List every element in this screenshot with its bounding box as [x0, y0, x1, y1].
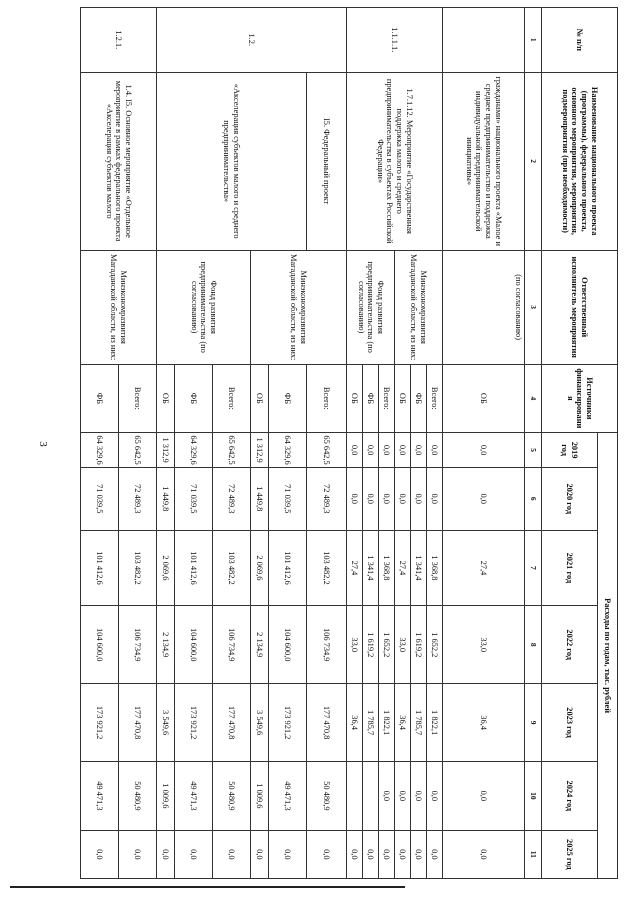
column-number: 1: [525, 8, 542, 73]
value-cell: 27,4: [395, 530, 411, 606]
measure-name-cell: «Акселерация субъектов малого и среднего предпринимательства»: [157, 72, 307, 250]
value-cell: 0,0: [379, 830, 395, 878]
value-cell: 0,0: [347, 830, 363, 878]
value-cell: 0,0: [411, 433, 427, 468]
header-year: 2024 год: [542, 762, 598, 831]
value-cell: 1 449,8: [251, 468, 269, 531]
value-cell: 1 822,1: [427, 684, 443, 762]
value-cell: 0,0: [443, 433, 525, 468]
value-cell: 0,0: [427, 762, 443, 831]
value-cell: 3 549,6: [251, 684, 269, 762]
value-cell: 72 489,3: [307, 468, 347, 531]
value-cell: 173 921,2: [175, 684, 213, 762]
value-cell: 1 822,1: [379, 684, 395, 762]
value-cell: 33,0: [395, 606, 411, 684]
value-cell: 0,0: [443, 468, 525, 531]
value-cell: 50 480,9: [213, 762, 251, 831]
table-row: [427, 8, 443, 879]
source-cell: ОБ: [347, 364, 363, 433]
value-cell: 64 329,6: [269, 433, 307, 468]
header-num: № п/п: [542, 8, 618, 73]
column-number: 5: [525, 433, 542, 468]
executor-cell: Минэкономразвития Магаданской области, из них:: [81, 250, 157, 364]
value-cell: 50 480,9: [307, 762, 347, 831]
value-cell: 104 600,0: [175, 606, 213, 684]
value-cell: 27,4: [347, 530, 363, 606]
value-cell: 0,0: [427, 433, 443, 468]
value-cell: 1 341,4: [411, 530, 427, 606]
value-cell: 2 134,9: [157, 606, 175, 684]
value-cell: 101 412,6: [175, 530, 213, 606]
source-cell: ФБ: [411, 364, 427, 433]
value-cell: 0,0: [395, 468, 411, 531]
table-row: [269, 8, 307, 879]
row-number-cell: 1.2.: [157, 8, 347, 73]
value-cell: 0,0: [379, 433, 395, 468]
header-source: Источники финансирования: [542, 364, 618, 433]
value-cell: [363, 762, 379, 831]
value-cell: 0,0: [427, 830, 443, 878]
value-cell: 177 470,8: [307, 684, 347, 762]
value-cell: 0,0: [269, 830, 307, 878]
column-number: 7: [525, 530, 542, 606]
value-cell: 1 009,6: [251, 762, 269, 831]
source-cell: ФБ: [363, 364, 379, 433]
column-number-row: [525, 8, 542, 879]
row-number-cell: 1.2.1.: [81, 8, 157, 73]
value-cell: 0,0: [363, 468, 379, 531]
value-cell: 1 312,9: [157, 433, 175, 468]
value-cell: 71 039,5: [175, 468, 213, 531]
source-cell: ФБ: [175, 364, 213, 433]
source-cell: ОБ: [157, 364, 175, 433]
source-cell: Всего:: [307, 364, 347, 433]
value-cell: 2 134,9: [251, 606, 269, 684]
value-cell: 103 482,2: [307, 530, 347, 606]
value-cell: 1 619,2: [363, 606, 379, 684]
table-row: [119, 8, 157, 879]
value-cell: 72 489,3: [213, 468, 251, 531]
footer-divider: [10, 886, 405, 888]
table-row: [307, 8, 347, 879]
rotated-table-container: [24, 7, 618, 879]
value-cell: 33,0: [443, 606, 525, 684]
value-cell: 1 619,2: [411, 606, 427, 684]
expenses-table: [80, 7, 618, 879]
value-cell: 103 482,2: [213, 530, 251, 606]
value-cell: 177 470,8: [119, 684, 157, 762]
value-cell: 106 734,9: [213, 606, 251, 684]
header-year: 2025 год: [542, 830, 598, 878]
header-year: 2020 год: [542, 468, 598, 531]
column-number: 6: [525, 468, 542, 531]
value-cell: 0,0: [395, 762, 411, 831]
value-cell: 173 921,2: [81, 684, 119, 762]
value-cell: 0,0: [411, 468, 427, 531]
measure-name-cell: I5. Федеральный проект: [307, 72, 347, 250]
column-number: 9: [525, 684, 542, 762]
executor-cell: Фонд развития предпринимательства (по согласованию): [157, 250, 251, 364]
header-name: Наименование национального проекта (программы), федерального проекта, основного мероприятия, мероприятия, подмероприятия (при необходимости): [542, 72, 618, 250]
measure-name-cell: 1.4. I5. Основное мероприятие «Отдельное мероприятие в рамках федерального проекта «Акселерация субъектов малого: [81, 72, 157, 250]
column-number: 10: [525, 762, 542, 831]
value-cell: 0,0: [347, 433, 363, 468]
value-cell: 0,0: [395, 433, 411, 468]
value-cell: 50 480,9: [119, 762, 157, 831]
value-cell: 36,4: [347, 684, 363, 762]
value-cell: 27,4: [443, 530, 525, 606]
measure-name-cell: 1.7.1.12. Мероприятие «Государственная поддержка малого и среднего предпринимательства в субъектах Российской Федерации»: [347, 72, 443, 250]
page-number: 3: [36, 441, 49, 447]
executor-cell: Минэкономразвития Магаданской области, из них:: [395, 250, 443, 364]
value-cell: 49 471,3: [269, 762, 307, 831]
value-cell: 65 642,5: [119, 433, 157, 468]
value-cell: 72 489,3: [119, 468, 157, 531]
value-cell: 0,0: [307, 830, 347, 878]
value-cell: 2 069,6: [157, 530, 175, 606]
value-cell: 0,0: [411, 762, 427, 831]
header-expenses: Расходы по годам, тыс. рублей: [598, 433, 618, 879]
value-cell: 1 652,2: [427, 606, 443, 684]
value-cell: 71 039,5: [269, 468, 307, 531]
value-cell: 106 734,9: [307, 606, 347, 684]
source-cell: Всего:: [119, 364, 157, 433]
value-cell: 0,0: [379, 762, 395, 831]
value-cell: 0,0: [347, 468, 363, 531]
value-cell: 1 368,8: [379, 530, 395, 606]
value-cell: 49 471,3: [81, 762, 119, 831]
value-cell: 0,0: [379, 468, 395, 531]
value-cell: 0,0: [175, 830, 213, 878]
value-cell: 173 921,2: [269, 684, 307, 762]
value-cell: 0,0: [363, 433, 379, 468]
header-year: 2022 год: [542, 606, 598, 684]
measure-name-cell: гражданами» национального проекта «Малое и среднее предпринимательство и поддержка индивидуальной предпринимательской инициативы»: [443, 72, 525, 250]
source-cell: ОБ: [395, 364, 411, 433]
value-cell: 71 039,5: [81, 468, 119, 531]
column-number: 3: [525, 250, 542, 364]
column-number: 8: [525, 606, 542, 684]
value-cell: 0,0: [411, 830, 427, 878]
value-cell: 65 642,5: [213, 433, 251, 468]
value-cell: 104 600,0: [81, 606, 119, 684]
source-cell: Всего:: [213, 364, 251, 433]
value-cell: 1 785,7: [363, 684, 379, 762]
executor-cell: Фонд развития предпринимательства (по согласованию): [347, 250, 395, 364]
value-cell: 0,0: [81, 830, 119, 878]
value-cell: [347, 762, 363, 831]
value-cell: 1 312,9: [251, 433, 269, 468]
value-cell: 0,0: [213, 830, 251, 878]
value-cell: 106 734,9: [119, 606, 157, 684]
column-number: 2: [525, 72, 542, 250]
value-cell: 0,0: [427, 468, 443, 531]
value-cell: 1 368,8: [427, 530, 443, 606]
source-cell: Всего:: [379, 364, 395, 433]
column-number: 11: [525, 830, 542, 878]
value-cell: 103 482,2: [119, 530, 157, 606]
value-cell: 177 470,8: [213, 684, 251, 762]
value-cell: 1 785,7: [411, 684, 427, 762]
value-cell: 65 642,5: [307, 433, 347, 468]
value-cell: 33,0: [347, 606, 363, 684]
value-cell: 64 329,6: [175, 433, 213, 468]
value-cell: 101 412,6: [269, 530, 307, 606]
executor-cell: Минэкономразвития Магаданской области, из них:: [251, 250, 347, 364]
header-year: 2023 год: [542, 684, 598, 762]
header-executor: Ответственный исполнитель мероприятия: [542, 250, 618, 364]
value-cell: 0,0: [157, 830, 175, 878]
value-cell: 3 549,6: [157, 684, 175, 762]
value-cell: 0,0: [251, 830, 269, 878]
value-cell: 49 471,3: [175, 762, 213, 831]
value-cell: 0,0: [363, 830, 379, 878]
source-cell: ОБ: [443, 364, 525, 433]
value-cell: 0,0: [395, 830, 411, 878]
value-cell: 1 652,2: [379, 606, 395, 684]
source-cell: ФБ: [81, 364, 119, 433]
value-cell: 104 600,0: [269, 606, 307, 684]
column-number: 4: [525, 364, 542, 433]
value-cell: 0,0: [119, 830, 157, 878]
value-cell: 64 329,6: [81, 433, 119, 468]
value-cell: 2 069,6: [251, 530, 269, 606]
executor-cell: (по согласованию): [443, 250, 525, 364]
source-cell: ОБ: [251, 364, 269, 433]
table-row: [443, 8, 525, 879]
value-cell: 0,0: [443, 830, 525, 878]
value-cell: 1 341,4: [363, 530, 379, 606]
source-cell: Всего:: [427, 364, 443, 433]
value-cell: 1 009,6: [157, 762, 175, 831]
value-cell: 101 412,6: [81, 530, 119, 606]
row-number-cell: [443, 8, 525, 73]
value-cell: 36,4: [443, 684, 525, 762]
header-year: 2019 год: [542, 433, 598, 468]
header-year: 2021 год: [542, 530, 598, 606]
value-cell: 1 449,8: [157, 468, 175, 531]
source-cell: ФБ: [269, 364, 307, 433]
value-cell: 0,0: [443, 762, 525, 831]
row-number-cell: 1.1.1.1.: [347, 8, 443, 73]
value-cell: 36,4: [395, 684, 411, 762]
